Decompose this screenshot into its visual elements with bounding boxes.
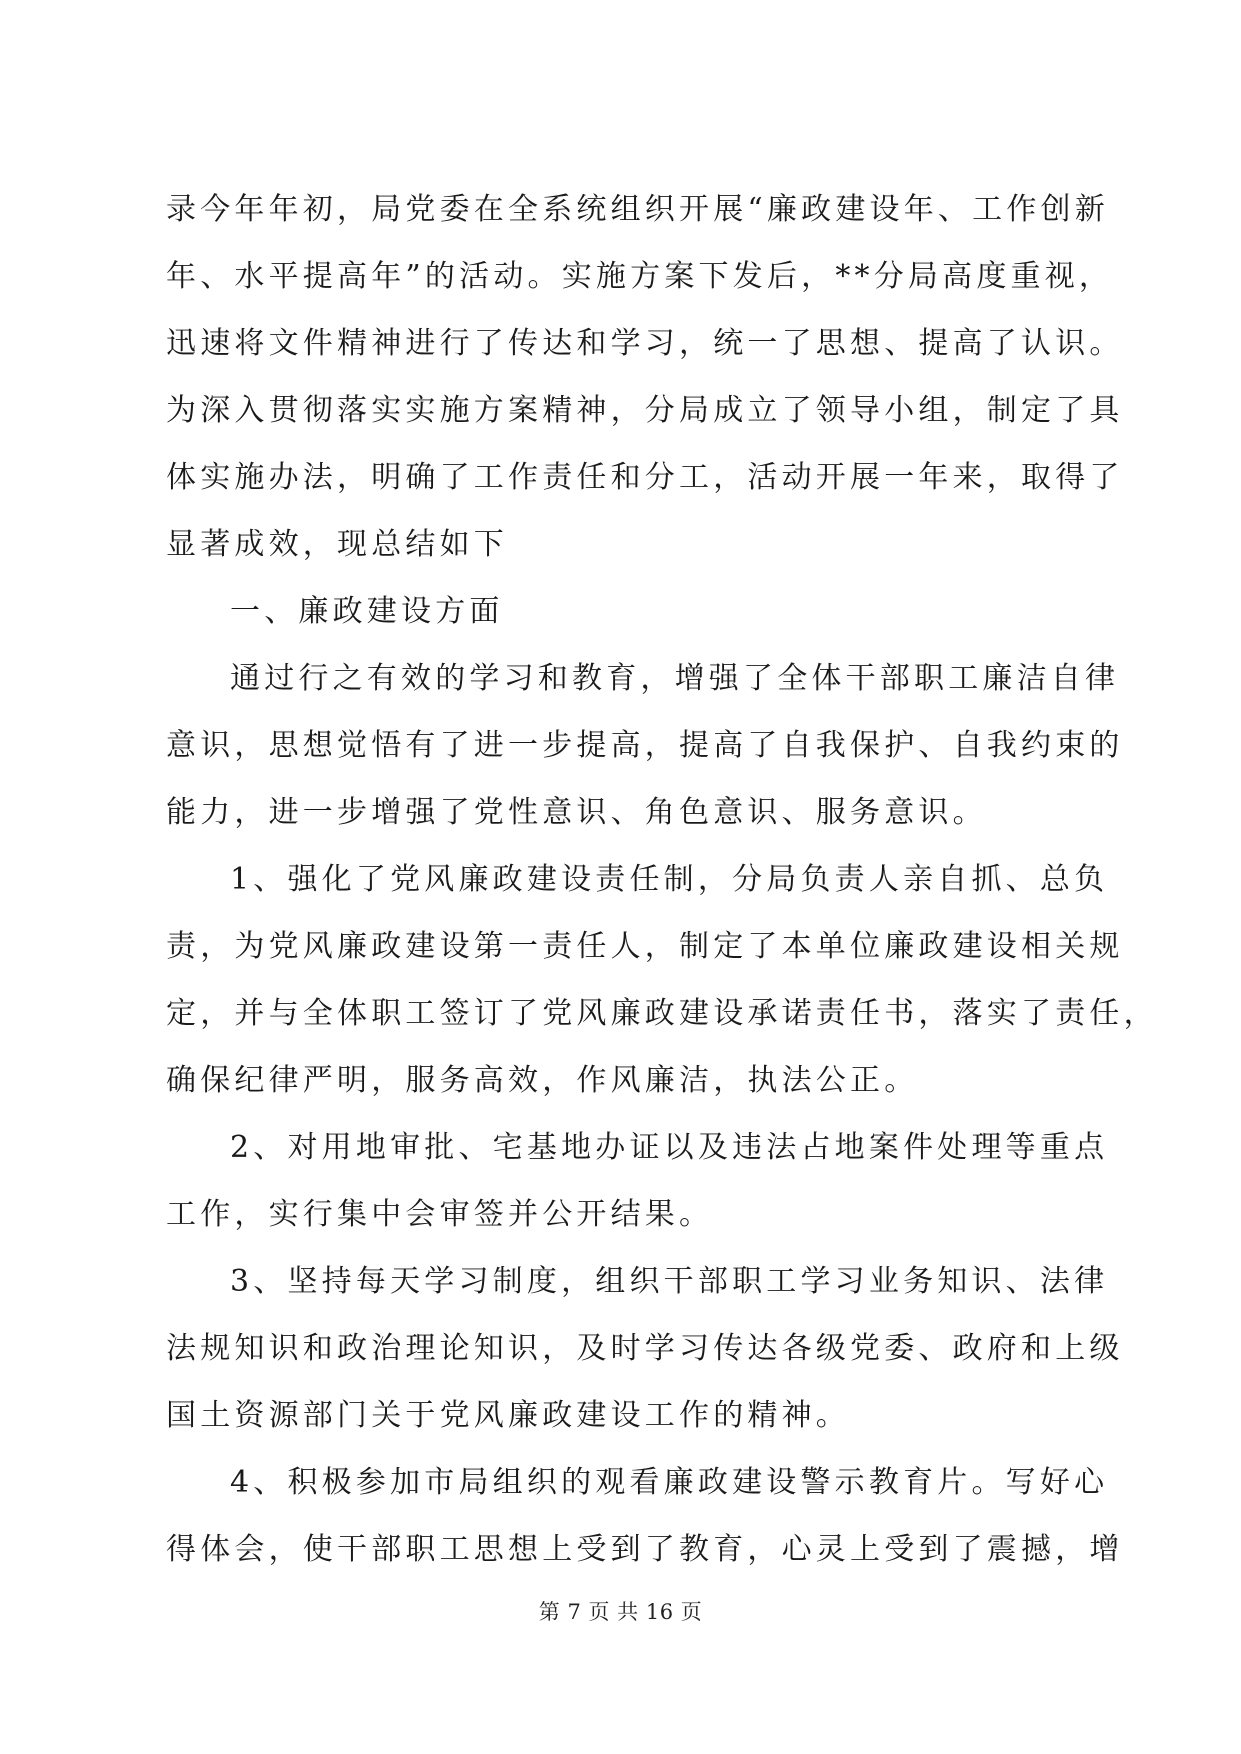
section-heading: 一、廉政建设方面 <box>230 594 504 629</box>
body-text-line: 2、对用地审批、宅基地办证以及违法占地案件处理等重点 <box>230 1130 1109 1165</box>
page-number-footer: 第 7 页 共 16 页 <box>538 1600 703 1624</box>
body-text-line: 录今年年初，局党委在全系统组织开展“廉政建设年、工作创新 <box>166 192 1109 227</box>
body-text-line: 年、水平提高年”的活动。实施方案下发后，**分局高度重视， <box>166 259 1114 294</box>
body-text-line: 能力，进一步增强了党性意识、角色意识、服务意识。 <box>166 795 987 830</box>
body-text-line: 3、坚持每天学习制度，组织干部职工学习业务知识、法律 <box>230 1264 1109 1299</box>
body-text-line: 体实施办法，明确了工作责任和分工，活动开展一年来，取得了 <box>166 460 1124 495</box>
body-text-line: 工作，实行集中会审签并公开结果。 <box>166 1197 714 1232</box>
body-text-line: 确保纪律严明，服务高效，作风廉洁，执法公正。 <box>166 1063 919 1098</box>
body-text-line: 法规知识和政治理论知识，及时学习传达各级党委、政府和上级 <box>166 1331 1124 1366</box>
body-text-line: 1、强化了党风廉政建设责任制，分局负责人亲自抓、总负 <box>230 862 1109 897</box>
body-text-line: 通过行之有效的学习和教育，增强了全体干部职工廉洁自律 <box>230 661 1120 696</box>
body-text-line: 迅速将文件精神进行了传达和学习，统一了思想、提高了认识。 <box>166 326 1124 361</box>
body-text-line: 4、积极参加市局组织的观看廉政建设警示教育片。写好心 <box>230 1465 1109 1500</box>
body-text-line: 国土资源部门关于党风廉政建设工作的精神。 <box>166 1398 850 1433</box>
body-text-line: 得体会，使干部职工思想上受到了教育，心灵上受到了震撼，增 <box>166 1532 1124 1567</box>
body-text-line: 显著成效，现总结如下 <box>166 527 508 562</box>
body-text-line: 为深入贯彻落实实施方案精神，分局成立了领导小组，制定了具 <box>166 393 1124 428</box>
body-text-line: 意识，思想觉悟有了进一步提高，提高了自我保护、自我约束的 <box>166 728 1124 763</box>
body-text-line: 定，并与全体职工签订了党风廉政建设承诺责任书，落实了责任， <box>166 996 1158 1031</box>
body-text-line: 责，为党风廉政建设第一责任人，制定了本单位廉政建设相关规 <box>166 929 1124 964</box>
